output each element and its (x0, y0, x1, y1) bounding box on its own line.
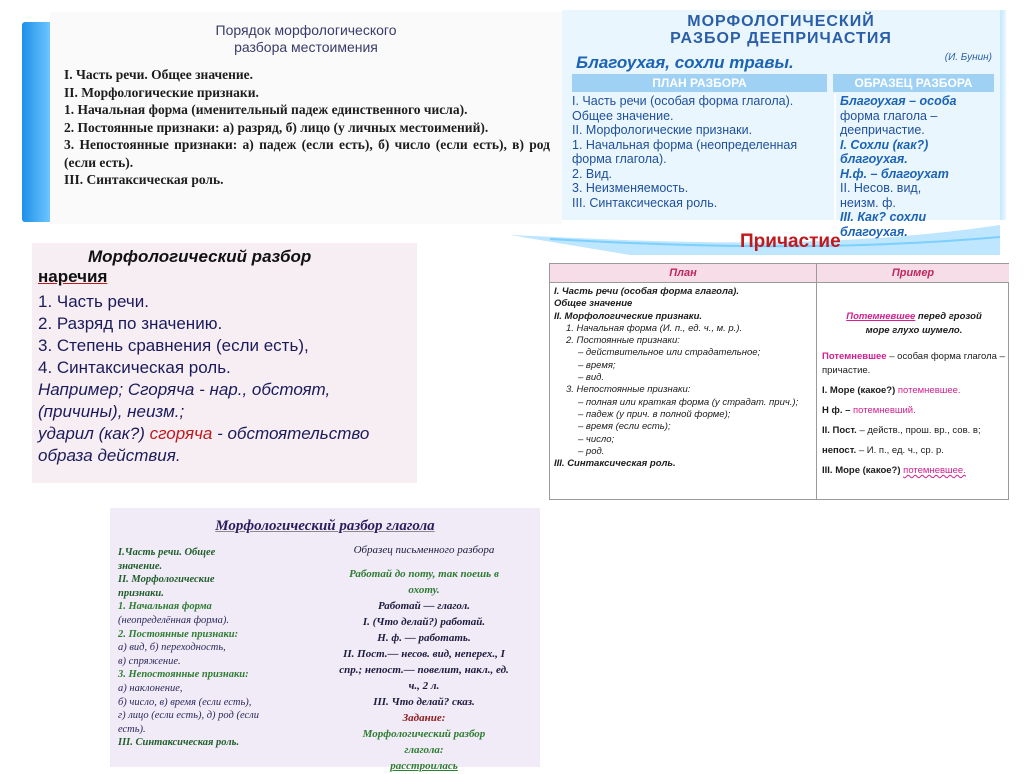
adverb-step-text: 3. Степень сравнения (38, 336, 212, 355)
adverb-steps (38, 291, 417, 467)
verb-analysis-panel (110, 508, 540, 772)
verb-sample-line: ч., 2 л. (408, 680, 440, 692)
verb-plan-item: (неопределённая форма). (118, 614, 229, 626)
verb-plan-item: III. Синтаксическая роль. (118, 737, 240, 749)
verb-sample-line: II. Пост.— несов. вид, неперех., I (343, 648, 505, 660)
pronoun-step: II. Морфологические признаки. (64, 84, 259, 100)
deeprichastie-plan-item: II. Морфологические признаки. (572, 123, 753, 137)
adverb-example-role: - обстоятельство (217, 424, 370, 443)
prichastie-row-key: Н ф. – (822, 405, 854, 416)
pronoun-step: 1. Начальная форма (именительный падеж единственного числа). (64, 102, 468, 117)
deeprichastie-sample-line: I. Сохли (как?) (840, 137, 929, 152)
prichastie-plan-item: – число; (578, 433, 615, 445)
prichastie-plan-item: – род. (578, 445, 605, 457)
adverb-example-text: Сгоряча - нар., обстоят, (127, 380, 331, 399)
verb-sample-line: Н. ф. — работать. (377, 632, 471, 644)
pronoun-step: 3. Непостоянные признаки: а) падеж (если есть), б) число (если есть), в) род (если есть). (64, 137, 550, 170)
deeprichastie-plan-list (572, 94, 827, 210)
prichastie-header-example: Пример (817, 264, 1009, 283)
verb-task-line: глагола: (404, 744, 444, 756)
adverb-example-line: (причины), неизм.; (38, 402, 185, 421)
deeprichastie-plan-item: III. Синтаксическая роль. (572, 195, 718, 210)
deeprichastie-plan-item: 3. Неизменяемость. (572, 181, 689, 195)
deeprichastie-sample-line: форма глагола – (840, 108, 938, 123)
deeprichastie-header-sample: ОБРАЗЕЦ РАЗБОРА (833, 74, 994, 92)
verb-sample-line: III. Что делай? сказ. (373, 696, 475, 708)
adverb-step (38, 335, 417, 357)
table-divider (816, 282, 817, 499)
prichastie-caption: Причастие (740, 231, 841, 252)
prichastie-example-row (822, 444, 1006, 458)
pronoun-analysis-panel (50, 12, 562, 224)
prichastie-plan-list (554, 286, 812, 470)
prichastie-plan-item: Общее значение (554, 298, 633, 310)
prichastie-row-key: I. Море (какое?) (822, 385, 898, 396)
verb-plan-item: б) число, в) время (если есть), (118, 696, 252, 708)
verb-sample-head: Образец письменного разбора (353, 544, 495, 556)
verb-task-label: Задание: (402, 712, 446, 724)
deeprichastie-plan-item: 2. Вид. (572, 166, 612, 181)
prichastie-plan-item: 3. Непостоянные признаки: (566, 384, 691, 396)
deeprichastie-sample-line: II. Несов. вид, (840, 181, 922, 195)
prichastie-example-row (822, 404, 1006, 418)
prichastie-plan-item: – время (если есть); (578, 421, 671, 433)
adverb-example-verb: ударил (как?) (38, 424, 145, 443)
deeprichastie-sample-line: Благоухая – особа (840, 94, 957, 108)
deeprichastie-sample-line: III. Как? сохли (840, 210, 927, 224)
verb-plan-item: в) спряжение. (118, 655, 181, 667)
prichastie-example-rest: перед грозой (915, 311, 982, 322)
prichastie-row-value: потемневшее. (903, 465, 966, 476)
prichastie-example-row (822, 384, 1006, 398)
pronoun-steps (64, 66, 550, 189)
verb-sample-line: I. (Что делай?) работай. (362, 616, 486, 628)
verb-plan-item: г) лицо (если есть), д) род (если (118, 710, 259, 722)
verb-plan-item: значение. (118, 560, 163, 572)
prichastie-example-sentence (822, 310, 1006, 338)
deeprichastie-column-headers (572, 74, 994, 92)
prichastie-row-value: – И. п., ед. ч., ср. р. (856, 445, 944, 456)
adverb-subtitle: наречия (38, 267, 108, 286)
verb-sample-line: Работай до поту, так поешь в (349, 568, 499, 580)
prichastie-plan-item: – действительное или страдательное; (578, 347, 761, 359)
adverb-example (38, 379, 417, 401)
adverb-example-line: образа действия. (38, 446, 181, 465)
verb-plan-item: есть). (118, 723, 146, 735)
prichastie-row-key: II. Пост. (822, 425, 857, 436)
verb-plan-item: II. Морфологические (118, 574, 215, 586)
prichastie-header-plan: План (550, 264, 817, 283)
pronoun-step: III. Синтаксическая роль. (64, 172, 224, 187)
prichastie-row-value: потемневшее. (897, 385, 961, 396)
blue-accent-left (22, 22, 50, 222)
adverb-example-label: Например; (38, 380, 124, 399)
verb-sample-line: Работай — глагол. (377, 600, 471, 612)
deeprichastie-sample-line: Н.ф. – благоухат (840, 166, 949, 181)
prichastie-example-row (822, 350, 1006, 378)
prichastie-row-key: III. Море (какое?) (822, 465, 904, 476)
prichastie-plan-item: I. Часть речи (особая форма глагола). (554, 286, 739, 297)
prichastie-plan-item: II. Морфологические признаки. (554, 310, 703, 322)
deeprichastie-plan-item: I. Часть речи (особая форма глагола). Общее значение. (572, 94, 794, 123)
prichastie-plan-item: – время; (578, 359, 616, 371)
deeprichastie-title-line-1: МОРФОЛОГИЧЕСКИЙ (687, 13, 875, 30)
prichastie-table (549, 263, 1009, 500)
pronoun-title (50, 22, 562, 56)
deeprichastie-author: (И. Бунин) (944, 52, 992, 63)
prichastie-plan-item: III. Синтаксическая роль. (554, 458, 676, 470)
deeprichastie-sample-line: деепричастие. (840, 123, 925, 137)
prichastie-row-key: непост. (822, 445, 857, 456)
adverb-step: 2. Разряд по значению. (38, 314, 223, 333)
adverb-analysis-panel (32, 243, 417, 483)
verb-plan-item: 3. Непостоянные признаки: (118, 669, 249, 681)
verb-plan-item: а) наклонение, (118, 682, 183, 694)
prichastie-row-key: Потемневшее (822, 351, 887, 362)
adverb-step: 4. Синтаксическая роль. (38, 358, 231, 377)
deeprichastie-plan-item: 1. Начальная форма (неопределенная форма глагола). (572, 137, 798, 166)
verb-sample-line: охоту. (408, 584, 440, 596)
prichastie-row-value: – особая форма глагола – причастие. (822, 351, 1005, 376)
deeprichastie-sample-list (834, 94, 1000, 239)
adverb-title: Морфологический разбор (88, 247, 312, 266)
pronoun-title-line-1: Порядок морфологического (215, 22, 397, 38)
verb-title: Морфологический разбор глагола (215, 518, 435, 534)
prichastie-plan-item: – полная или краткая форма (у страдат. прич.); (578, 396, 799, 408)
prichastie-example-row (822, 464, 1006, 478)
prichastie-example-end: море глухо шумело. (865, 325, 963, 336)
pronoun-title-line-2: разбора местоимения (234, 39, 378, 55)
adverb-example-line (38, 423, 417, 445)
deeprichastie-sample-line: благоухая. (840, 224, 908, 239)
verb-plan-item: признаки. (118, 587, 164, 599)
verb-sample-column (310, 542, 538, 774)
prichastie-example-column (822, 286, 1006, 484)
prichastie-plan-item: – падеж (у прич. в полной форме); (578, 408, 731, 420)
deeprichastie-analysis-panel (562, 10, 1000, 239)
prichastie-example-row (822, 424, 1006, 438)
adverb-step: 1. Часть речи. (38, 292, 149, 311)
deeprichastie-title-line-2: РАЗБОР ДЕЕПРИЧАСТИЯ (670, 30, 892, 47)
deeprichastie-title (562, 13, 1000, 47)
prichastie-row-value: потемневший. (853, 405, 916, 416)
verb-task-word: расстроилась (390, 760, 458, 772)
deeprichastie-example: Благоухая, сохли травы. (576, 53, 794, 72)
verb-plan-item: 1. Начальная форма (118, 601, 212, 613)
prichastie-row-value: – действ., прош. вр., сов. в; (856, 425, 981, 436)
prichastie-plan-item: – вид. (578, 372, 605, 384)
deeprichastie-sample-line: благоухая. (840, 152, 908, 166)
prichastie-example-word: Потемневшее (846, 311, 916, 322)
prichastie-plan-item: 1. Начальная форма (И. п., ед. ч., м. р.). (566, 322, 743, 334)
pronoun-step: I. Часть речи. Общее значение. (64, 67, 254, 82)
deeprichastie-sample-line: неизм. ф. (840, 195, 896, 210)
pronoun-step: 2. Постоянные признаки: а) разряд, б) лицо (у личных местоимений). (64, 119, 489, 135)
deeprichastie-header-plan: ПЛАН РАЗБОРА (572, 74, 827, 92)
verb-plan-item: 2. Постоянные признаки: (118, 628, 239, 640)
verb-plan-item: I.Часть речи. Общее (118, 547, 216, 558)
adverb-example-highlight: сгоряча (149, 424, 213, 443)
verb-plan-item: а) вид, б) переходность, (118, 642, 226, 654)
verb-sample-line: спр.; непост.— повелит, накл., ед. (339, 664, 509, 676)
verb-plan-list (118, 546, 298, 750)
verb-task-line: Морфологический разбор (362, 728, 486, 740)
prichastie-plan-item: 2. Постоянные признаки: (566, 335, 680, 347)
adverb-step-note: (если есть), (215, 336, 309, 355)
